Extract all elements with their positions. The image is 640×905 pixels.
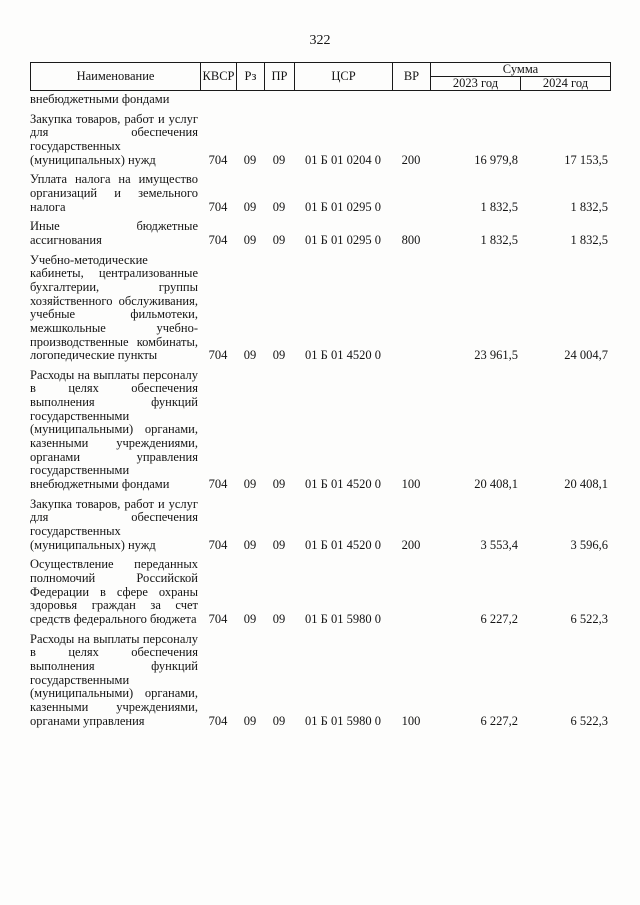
row-vr: 100: [401, 477, 421, 492]
row-amount-2024: 1 832,5: [570, 199, 608, 214]
row-csr: 01 Б 01 4520 0: [305, 537, 381, 552]
page-number: 322: [309, 33, 331, 48]
column-header-name: Наименование: [31, 63, 201, 91]
row-rz: 09: [243, 611, 257, 626]
row-pr: 09: [272, 611, 286, 626]
row-kvsr: [200, 93, 236, 107]
row-kvsr: 704: [208, 348, 228, 363]
row-pr: 09: [272, 232, 286, 247]
row-csr: 01 Б 01 5980 0: [305, 713, 381, 728]
row-name: Расходы на выплаты персоналу в целях обеспечения выполнения функций государственными (муниципальными) органами, казенными учреждениями, органами управления государственными внебюджетными фондами: [30, 367, 198, 492]
row-name: Осуществление переданных полномочий Российской Федерации в сфере охраны здоровья граждан за счет средств федерального бюджета: [30, 557, 198, 626]
row-name: Закупка товаров, работ и услуг для обеспечения государственных (муниципальных) нужд: [30, 496, 198, 552]
row-vr: [392, 93, 430, 107]
row-amount-2023: [430, 93, 520, 107]
table-row: [30, 107, 610, 168]
row-amount-2023: 3 553,4: [480, 537, 518, 552]
row-name: внебюджетными фондами: [30, 92, 170, 106]
row-amount-2023: 20 408,1: [474, 477, 518, 492]
row-name: Учебно-методические кабинеты, централизованные бухгалтерии, группы хозяйственного обслуживания, учебные фильмотеки, межшкольные учебно-производственные комбинаты, логопедические пункты: [30, 252, 198, 363]
budget-table: [30, 93, 610, 728]
row-kvsr: 704: [208, 713, 228, 728]
row-kvsr: 704: [208, 152, 228, 167]
row-csr: 01 Б 01 0295 0: [305, 232, 381, 247]
row-name: Уплата налога на имущество организаций и земельного налога: [30, 172, 198, 214]
row-vr: 200: [401, 537, 421, 552]
row-vr: [392, 167, 430, 214]
table-header: [30, 62, 611, 91]
row-name: Закупка товаров, работ и услуг для обеспечения государственных (муниципальных) нужд: [30, 111, 198, 167]
row-vr: 800: [401, 232, 421, 247]
column-header-2024: 2024 год: [521, 77, 611, 91]
row-csr: 01 Б 01 4520 0: [305, 477, 381, 492]
row-rz: 09: [243, 537, 257, 552]
row-amount-2024: 6 522,3: [570, 713, 608, 728]
row-amount-2023: 6 227,2: [480, 713, 518, 728]
row-vr: [392, 248, 430, 363]
row-rz: 09: [243, 713, 257, 728]
row-rz: 09: [243, 152, 257, 167]
row-kvsr: 704: [208, 232, 228, 247]
row-rz: 09: [243, 232, 257, 247]
row-vr: 100: [401, 713, 421, 728]
row-rz: 09: [243, 477, 257, 492]
row-pr: 09: [272, 348, 286, 363]
row-amount-2023: 23 961,5: [474, 348, 518, 363]
row-amount-2024: 3 596,6: [570, 537, 608, 552]
column-header-2023: 2023 год: [431, 77, 521, 91]
row-amount-2024: 1 832,5: [570, 232, 608, 247]
row-amount-2024: 17 153,5: [564, 152, 608, 167]
column-header-rz: Рз: [237, 63, 265, 91]
column-header-sum: Сумма: [431, 63, 611, 77]
column-header-pr: ПР: [265, 63, 295, 91]
row-csr: 01 Б 01 4520 0: [305, 348, 381, 363]
row-rz: 09: [243, 348, 257, 363]
table-row: [30, 167, 610, 214]
table-row: [30, 552, 610, 626]
row-csr: 01 Б 01 0204 0: [305, 152, 381, 167]
row-vr: [392, 552, 430, 626]
row-amount-2024: 24 004,7: [564, 348, 608, 363]
row-pr: [264, 93, 294, 107]
row-csr: 01 Б 01 5980 0: [305, 611, 381, 626]
table-row: [30, 248, 610, 363]
row-amount-2024: 20 408,1: [564, 477, 608, 492]
row-name: Расходы на выплаты персоналу в целях обеспечения выполнения функций государственными (муниципальными) органами, казенными учреждениями, органами управления: [30, 631, 198, 728]
row-amount-2023: 16 979,8: [474, 152, 518, 167]
table-row: [30, 363, 610, 492]
row-pr: 09: [272, 477, 286, 492]
row-csr: 01 Б 01 0295 0: [305, 199, 381, 214]
row-rz: [236, 93, 264, 107]
table-row: [30, 93, 610, 107]
row-pr: 09: [272, 537, 286, 552]
row-amount-2024: [520, 93, 610, 107]
row-kvsr: 704: [208, 537, 228, 552]
row-amount-2023: 1 832,5: [480, 232, 518, 247]
row-vr: 200: [401, 152, 421, 167]
row-amount-2023: 6 227,2: [480, 611, 518, 626]
row-name: Иные бюджетные ассигнования: [30, 219, 198, 247]
row-kvsr: 704: [208, 477, 228, 492]
row-amount-2024: 6 522,3: [570, 611, 608, 626]
column-header-vr: ВР: [393, 63, 431, 91]
row-csr: [294, 93, 392, 107]
row-rz: 09: [243, 199, 257, 214]
row-pr: 09: [272, 199, 286, 214]
table-row: [30, 214, 610, 247]
row-pr: 09: [272, 152, 286, 167]
row-kvsr: 704: [208, 611, 228, 626]
row-kvsr: 704: [208, 199, 228, 214]
column-header-kvsr: КВСР: [201, 63, 237, 91]
row-amount-2023: 1 832,5: [480, 199, 518, 214]
column-header-csr: ЦСР: [295, 63, 393, 91]
row-pr: 09: [272, 713, 286, 728]
table-row: [30, 492, 610, 553]
table-row: [30, 627, 610, 729]
